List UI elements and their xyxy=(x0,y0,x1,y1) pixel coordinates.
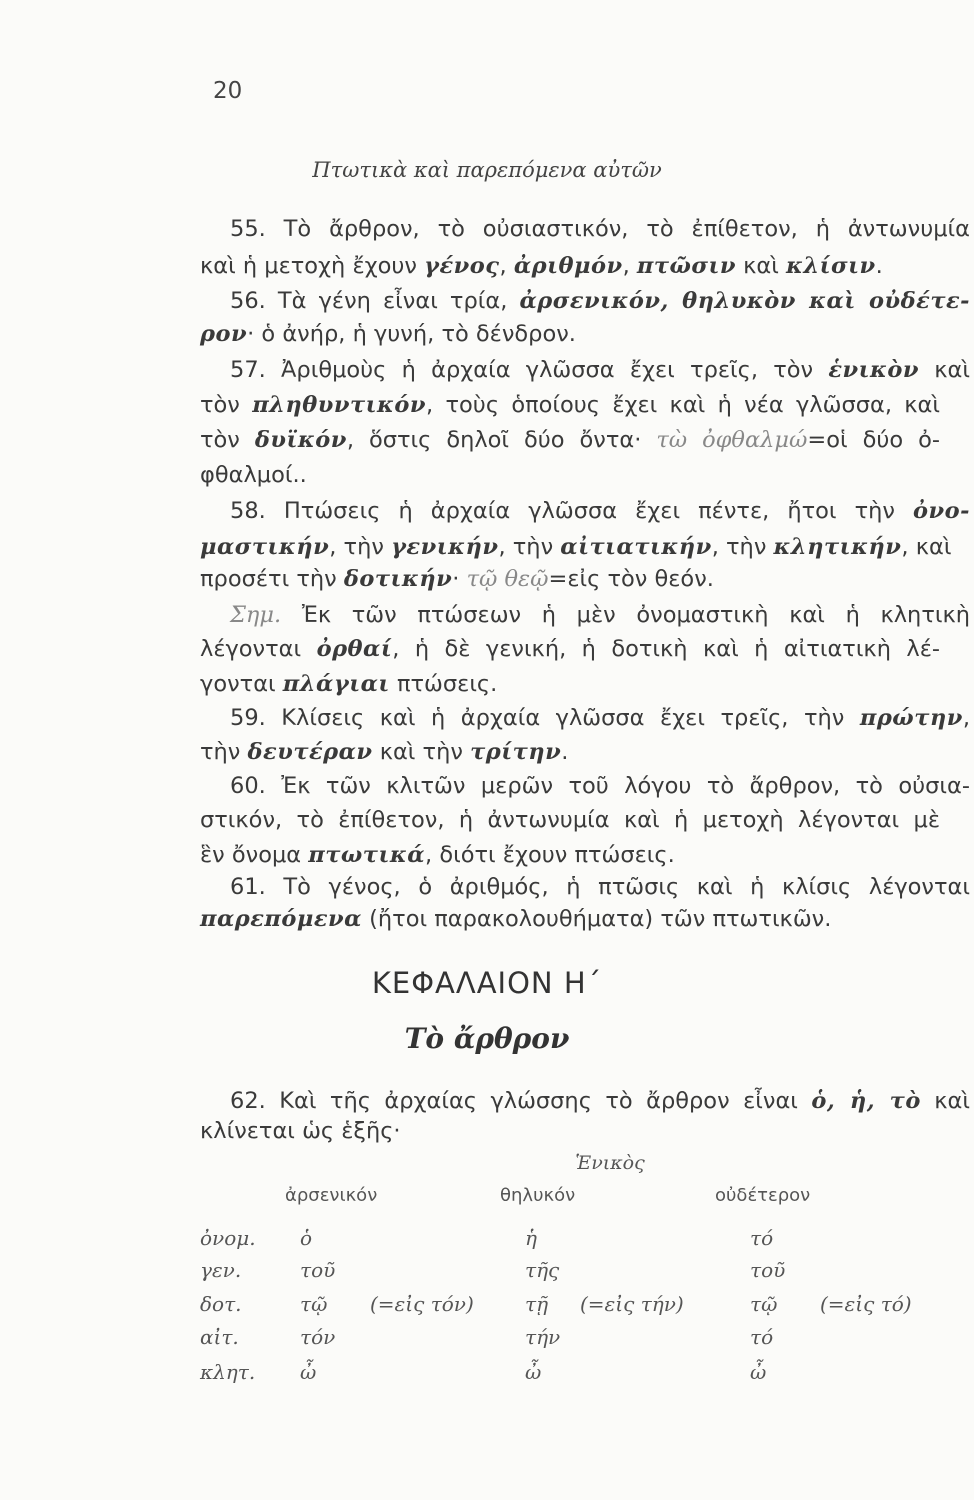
text: (ἤτοι παρακολουθήματα) τῶν πτωτικῶν. xyxy=(361,906,832,932)
text: ἓν ὄνομα xyxy=(200,842,309,868)
paragraph-58-line-3 xyxy=(200,564,940,594)
table-row xyxy=(200,1325,960,1359)
text: λέγονται xyxy=(200,636,317,662)
term-parepomena: παρεπόμενα xyxy=(200,906,362,932)
neuter-form: τό xyxy=(750,1325,774,1349)
note-line-3 xyxy=(200,669,940,699)
text: καὶ xyxy=(919,357,971,383)
term-arithmon: ἀριθμόν xyxy=(513,253,623,279)
note-line-1 xyxy=(200,600,970,630)
feminine-form: τῆς xyxy=(525,1258,560,1282)
case-label: αἰτ. xyxy=(200,1325,239,1349)
text: , τοὺς ὁποίους ἔχει καὶ ἡ νέα γλῶσσα, καὶ xyxy=(426,392,940,418)
paragraph-57-line-2 xyxy=(200,390,940,420)
text: προσέτι τὴν xyxy=(200,566,344,592)
text: . xyxy=(561,739,569,765)
article-forms: ὁ, ἡ, τὸ xyxy=(811,1088,921,1114)
paragraph-56-line-2 xyxy=(200,319,940,349)
text: καὶ ἡ μετοχὴ ἔχουν xyxy=(200,253,425,279)
paragraph-62-line-1 xyxy=(200,1086,970,1116)
table-row xyxy=(200,1292,960,1326)
table-caption: Ἑνικὸς xyxy=(575,1152,645,1174)
text: , καὶ xyxy=(901,534,952,560)
text: · ὁ ἀνήρ, ἡ γυνή, τὸ δένδρον. xyxy=(247,321,576,347)
text: =οἱ δύο ὀ- xyxy=(807,427,940,453)
text: πτώσεις. xyxy=(389,671,498,697)
term-defteran: δευτέραν xyxy=(247,739,373,765)
term-oudeteron-end: ρον xyxy=(200,321,248,347)
text: γονται xyxy=(200,671,283,697)
note-label: Σημ. xyxy=(230,602,282,628)
text: τὴν xyxy=(200,739,248,765)
text: , τὴν xyxy=(711,534,774,560)
example-to-theo: τῷ θεῷ xyxy=(466,566,549,592)
masculine-form: τοῦ xyxy=(300,1258,336,1282)
case-label: ὀνομ. xyxy=(200,1226,256,1250)
text: =εἰς τὸν θεόν. xyxy=(548,566,714,592)
term-onomastikin-start: ὀνο- xyxy=(913,498,970,524)
text: καὶ xyxy=(920,1088,970,1114)
column-header-neuter: οὐδέτερον xyxy=(715,1185,811,1206)
text: , xyxy=(499,253,514,279)
term-onomastikin-end: μαστικήν xyxy=(200,534,330,560)
text: 58. Πτώσεις ἡ ἀρχαία γλῶσσα ἔχει πέντε, ἤτοι τὴν xyxy=(230,498,914,524)
term-ptotika: πτωτικά xyxy=(308,842,426,868)
paragraph-57-line-3 xyxy=(200,425,940,455)
case-label: δοτ. xyxy=(200,1292,242,1316)
paragraph-57-line-4: φθαλμοί.. xyxy=(200,462,307,488)
text: , διότι ἔχουν πτώσεις. xyxy=(425,842,675,868)
term-genos: γένος xyxy=(424,253,500,279)
paragraph-55-line-2 xyxy=(200,251,940,281)
masculine-gloss: (=εἰς τόν) xyxy=(370,1292,474,1316)
column-header-masculine: ἀρσενικόν xyxy=(285,1185,378,1206)
example-ophthalmo: τὼ ὀφθαλμώ xyxy=(656,427,808,453)
term-tritin: τρίτην xyxy=(470,739,562,765)
term-dyikon: δυϊκόν xyxy=(254,427,347,453)
paragraph-60-line-2: στικόν, τὸ ἐπίθετον, ἡ ἀντωνυμία καὶ ἡ μετοχὴ λέγονται μὲ xyxy=(200,807,940,833)
section-heading: Πτωτικὰ καὶ παρεπόμενα αὐτῶν xyxy=(312,158,662,182)
paragraph-57-line-1 xyxy=(200,355,970,385)
term-protin: πρώτην xyxy=(859,705,963,731)
paragraph-60-line-3 xyxy=(200,840,940,870)
text: , ἡ δὲ γενική, ἡ δοτικὴ καὶ ἡ αἰτιατικὴ λέ- xyxy=(392,636,940,662)
paragraph-61-line-2 xyxy=(200,904,940,934)
paragraph-61-line-1: 61. Τὸ γένος, ὁ ἀριθμός, ἡ πτῶσις καὶ ἡ κλίσις λέγονται xyxy=(230,874,970,900)
text: καὶ τὴν xyxy=(372,739,471,765)
term-dotikin: δοτικήν xyxy=(343,566,453,592)
feminine-form: τήν xyxy=(525,1325,561,1349)
term-enikon: ἑνικὸν xyxy=(828,357,920,383)
text: , τὴν xyxy=(329,534,392,560)
text: τὸν xyxy=(200,427,255,453)
text: 57. Ἀριθμοὺς ἡ ἀρχαία γλῶσσα ἔχει τρεῖς, τὸν xyxy=(230,357,829,383)
chapter-title: Τὸ ἄρθρον xyxy=(404,1022,570,1055)
paragraph-56-line-1 xyxy=(200,286,970,316)
case-label: κλητ. xyxy=(200,1360,256,1384)
masculine-form: τόν xyxy=(300,1325,336,1349)
term-klitikin: κλητικήν xyxy=(773,534,902,560)
feminine-form: τῇ xyxy=(525,1292,549,1316)
case-label: γεν. xyxy=(200,1258,242,1282)
text: . xyxy=(875,253,883,279)
feminine-gloss: (=εἰς τήν) xyxy=(580,1292,684,1316)
neuter-form: τοῦ xyxy=(750,1258,786,1282)
term-genders: ἀρσενικόν, θηλυκὸν καὶ οὐδέτε- xyxy=(519,288,971,314)
paragraph-59-line-1 xyxy=(200,703,970,733)
paragraph-58-line-1 xyxy=(200,496,970,526)
text: τὸν xyxy=(200,392,253,418)
neuter-form: τό xyxy=(750,1226,774,1250)
term-orthai: ὀρθαί xyxy=(316,636,393,662)
masculine-form: ὁ xyxy=(300,1226,313,1250)
neuter-form: τῷ xyxy=(750,1292,778,1316)
table-row xyxy=(200,1258,960,1292)
term-plagiai: πλάγιαι xyxy=(282,671,390,697)
text: , xyxy=(622,253,637,279)
paragraph-55-line-1: 55. Τὸ ἄρθρον, τὸ οὐσιαστικόν, τὸ ἐπίθετον, ἡ ἀντωνυμία xyxy=(230,216,970,242)
neuter-gloss: (=εἰς τό) xyxy=(820,1292,912,1316)
text: 62. Καὶ τῆς ἀρχαίας γλώσσης τὸ ἄρθρον εἶναι xyxy=(230,1088,812,1114)
paragraph-59-line-2 xyxy=(200,737,940,767)
column-header-feminine: θηλυκόν xyxy=(500,1185,576,1206)
masculine-form: τῷ xyxy=(300,1292,328,1316)
term-klisin: κλίσιν xyxy=(786,253,876,279)
chapter-heading: ΚΕΦΑΛΑΙΟΝ Η΄ xyxy=(371,966,603,1000)
text: , τὴν xyxy=(498,534,561,560)
text: · xyxy=(452,566,467,592)
paragraph-58-line-2 xyxy=(200,532,952,562)
feminine-form: ὦ xyxy=(525,1360,542,1384)
text: 59. Κλίσεις καὶ ἡ ἀρχαία γλῶσσα ἔχει τρεῖς, τὴν xyxy=(230,705,860,731)
term-aitiatikin: αἰτιατικήν xyxy=(560,534,712,560)
text: , ὅστις δηλοῖ δύο ὄντα· xyxy=(346,427,657,453)
term-ptosin: πτῶσιν xyxy=(636,253,737,279)
paragraph-60-line-1: 60. Ἐκ τῶν κλιτῶν μερῶν τοῦ λόγου τὸ ἄρθρον, τὸ οὐσια- xyxy=(230,773,970,799)
text: 56. Τὰ γένη εἶναι τρία, xyxy=(230,288,520,314)
text: καὶ xyxy=(736,253,787,279)
note-line-2 xyxy=(200,634,940,664)
masculine-form: ὦ xyxy=(300,1360,317,1384)
text: Ἐκ τῶν πτώσεων ἡ μὲν ὀνομαστικὴ καὶ ἡ κλητικὴ xyxy=(281,602,970,628)
term-plithyntikon: πληθυντικόν xyxy=(252,392,427,418)
table-row xyxy=(200,1360,960,1394)
paragraph-62-line-2: κλίνεται ὡς ἑξῆς· xyxy=(200,1118,401,1144)
page-number: 20 xyxy=(213,78,243,104)
term-genikin: γενικήν xyxy=(391,534,499,560)
table-row xyxy=(200,1226,960,1260)
text: , xyxy=(962,705,970,731)
feminine-form: ἡ xyxy=(525,1226,537,1250)
neuter-form: ὦ xyxy=(750,1360,767,1384)
